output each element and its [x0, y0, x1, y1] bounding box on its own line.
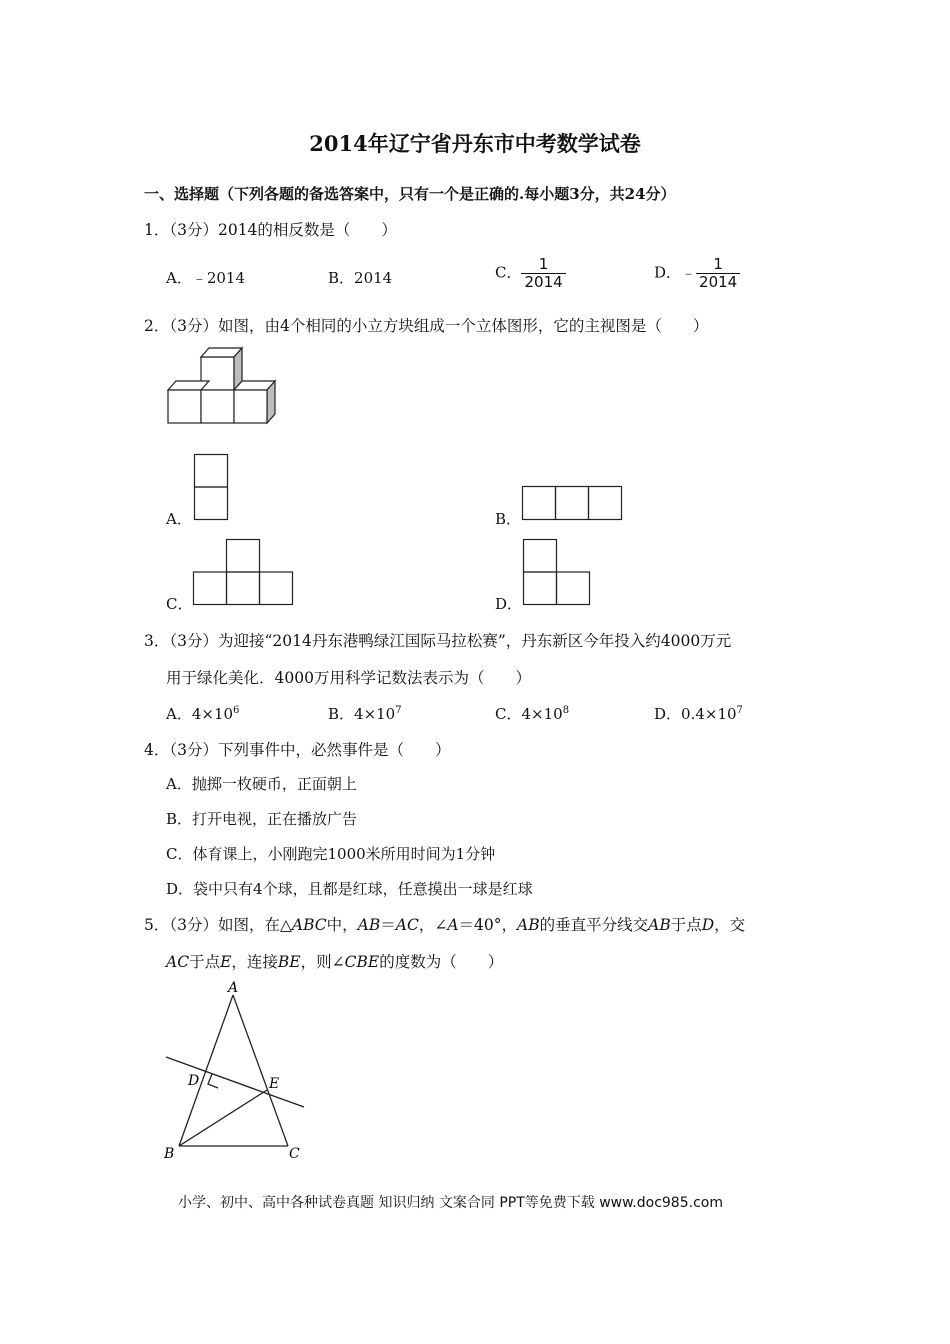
q3-option-a-base: A．4×10 [166, 705, 234, 723]
math-var: ABC [291, 916, 327, 934]
q1-option-d [654, 256, 740, 291]
text-run: ，连接 [231, 953, 278, 971]
text-run: 的度数为（ ） [379, 953, 504, 971]
q4-option-c: C．体育课上，小刚跑完1000米所用时间为1分钟 [166, 845, 496, 863]
text-run: ＝40°， [458, 916, 518, 934]
section-heading: 一、选择题（下列各题的备选答案中，只有一个是正确的.每小题3分，共24分） [144, 185, 676, 203]
question-3-line-2: 用于绿化美化．4000万用科学记数法表示为（ ） [166, 669, 531, 687]
fraction-numerator: 1 [538, 255, 549, 273]
q1-option-c [495, 256, 566, 291]
q3-option-a [166, 703, 239, 724]
q3-option-c-exponent: 8 [562, 705, 570, 716]
q1-option-d-prefix: D．﹣ [654, 263, 697, 282]
q4-option-d: D．袋中只有4个球，且都是红球，任意摸出一球是红球 [166, 880, 533, 898]
text-run: 中， [326, 916, 358, 934]
q1-option-a: A．﹣2014 [166, 269, 246, 287]
q4-option-a: A．抛掷一枚硬币，正面朝上 [166, 775, 357, 793]
text-run: ＝ [380, 916, 396, 934]
q2-option-c-figure [193, 539, 293, 605]
text-run: 于点 [189, 953, 221, 971]
q3-option-b [328, 703, 402, 724]
page-title: 2014年辽宁省丹东市中考数学试卷 [309, 131, 641, 156]
question-5-line-2 [166, 950, 503, 972]
math-var: AB [357, 916, 381, 934]
q3-option-a-exponent: 6 [233, 705, 240, 716]
q3-option-d-exponent: 7 [736, 705, 743, 716]
fraction-denominator: 2014 [696, 273, 740, 291]
q1-option-c-prefix: C． [495, 263, 522, 282]
math-var: D [701, 916, 715, 934]
math-var: E [220, 953, 232, 971]
perpendicular-bisector [166, 1057, 304, 1107]
segment-be [179, 1090, 267, 1146]
point-label-c: C [289, 1146, 300, 1162]
q1-option-b: B．2014 [328, 269, 393, 287]
q3-option-b-base: B．4×10 [328, 705, 396, 723]
point-label-d: D [188, 1073, 200, 1089]
q1-option-c-fraction [521, 256, 565, 291]
point-label-e: E [269, 1076, 280, 1092]
q2-option-d-figure [523, 539, 590, 605]
point-label-a: A [228, 980, 239, 996]
fraction-denominator: 2014 [521, 273, 565, 291]
text-run: 于点 [670, 916, 702, 934]
question-1-text: 1．（3分）2014的相反数是（ ） [144, 221, 397, 239]
text-run: ，∠ [418, 916, 448, 934]
q3-option-b-exponent: 7 [395, 705, 402, 716]
point-label-b: B [164, 1146, 175, 1162]
question-5-line-1 [144, 913, 745, 935]
q2-option-c-label: C． [166, 595, 193, 613]
segment-ab [179, 995, 233, 1146]
text-run: ，交 [714, 916, 746, 934]
q2-option-b-label: B． [495, 510, 522, 528]
right-angle-mark [208, 1074, 218, 1088]
text-run: 5．（3分）如图，在△ [144, 916, 292, 934]
q2-option-a-figure [194, 454, 228, 520]
question-3-line-1: 3．（3分）为迎接“2014丹东港鸭绿江国际马拉松赛”，丹东新区今年投入约4000万元 [144, 632, 732, 650]
q2-option-d-label: D． [495, 595, 523, 613]
footer-text: 小学、初中、高中各种试卷真题 知识归纳 文案合同 PPT等免费下载 www.doc985.com [178, 1195, 723, 1211]
q2-option-b-figure [522, 486, 622, 520]
question-2-text: 2．（3分）如图，由4个相同的小立方块组成一个立体图形，它的主视图是（ ） [144, 317, 709, 335]
text-run: ，则∠ [300, 953, 345, 971]
math-var: AC [395, 916, 419, 934]
text-run: 的垂直平分线交 [539, 916, 649, 934]
math-var: CBE [344, 953, 380, 971]
segment-ac [233, 995, 288, 1146]
q2-cube-figure [160, 340, 285, 430]
q2-option-a-label: A． [166, 510, 192, 528]
math-var: A [447, 916, 459, 934]
q3-option-c-base: C．4×10 [495, 705, 563, 723]
q1-option-d-fraction [696, 256, 740, 291]
math-var: AC [166, 953, 190, 971]
math-var: AB [517, 916, 540, 934]
q5-triangle-figure [150, 975, 320, 1165]
math-var: BE [277, 953, 301, 971]
math-var: AB [648, 916, 671, 934]
fraction-numerator: 1 [713, 255, 723, 273]
q3-option-c [495, 703, 569, 724]
q3-option-d-base: D．0.4×10 [654, 705, 737, 723]
q4-option-b: B．打开电视，正在播放广告 [166, 810, 358, 828]
q3-option-d [654, 703, 743, 724]
question-4-text: 4．（3分）下列事件中，必然事件是（ ） [144, 741, 451, 759]
